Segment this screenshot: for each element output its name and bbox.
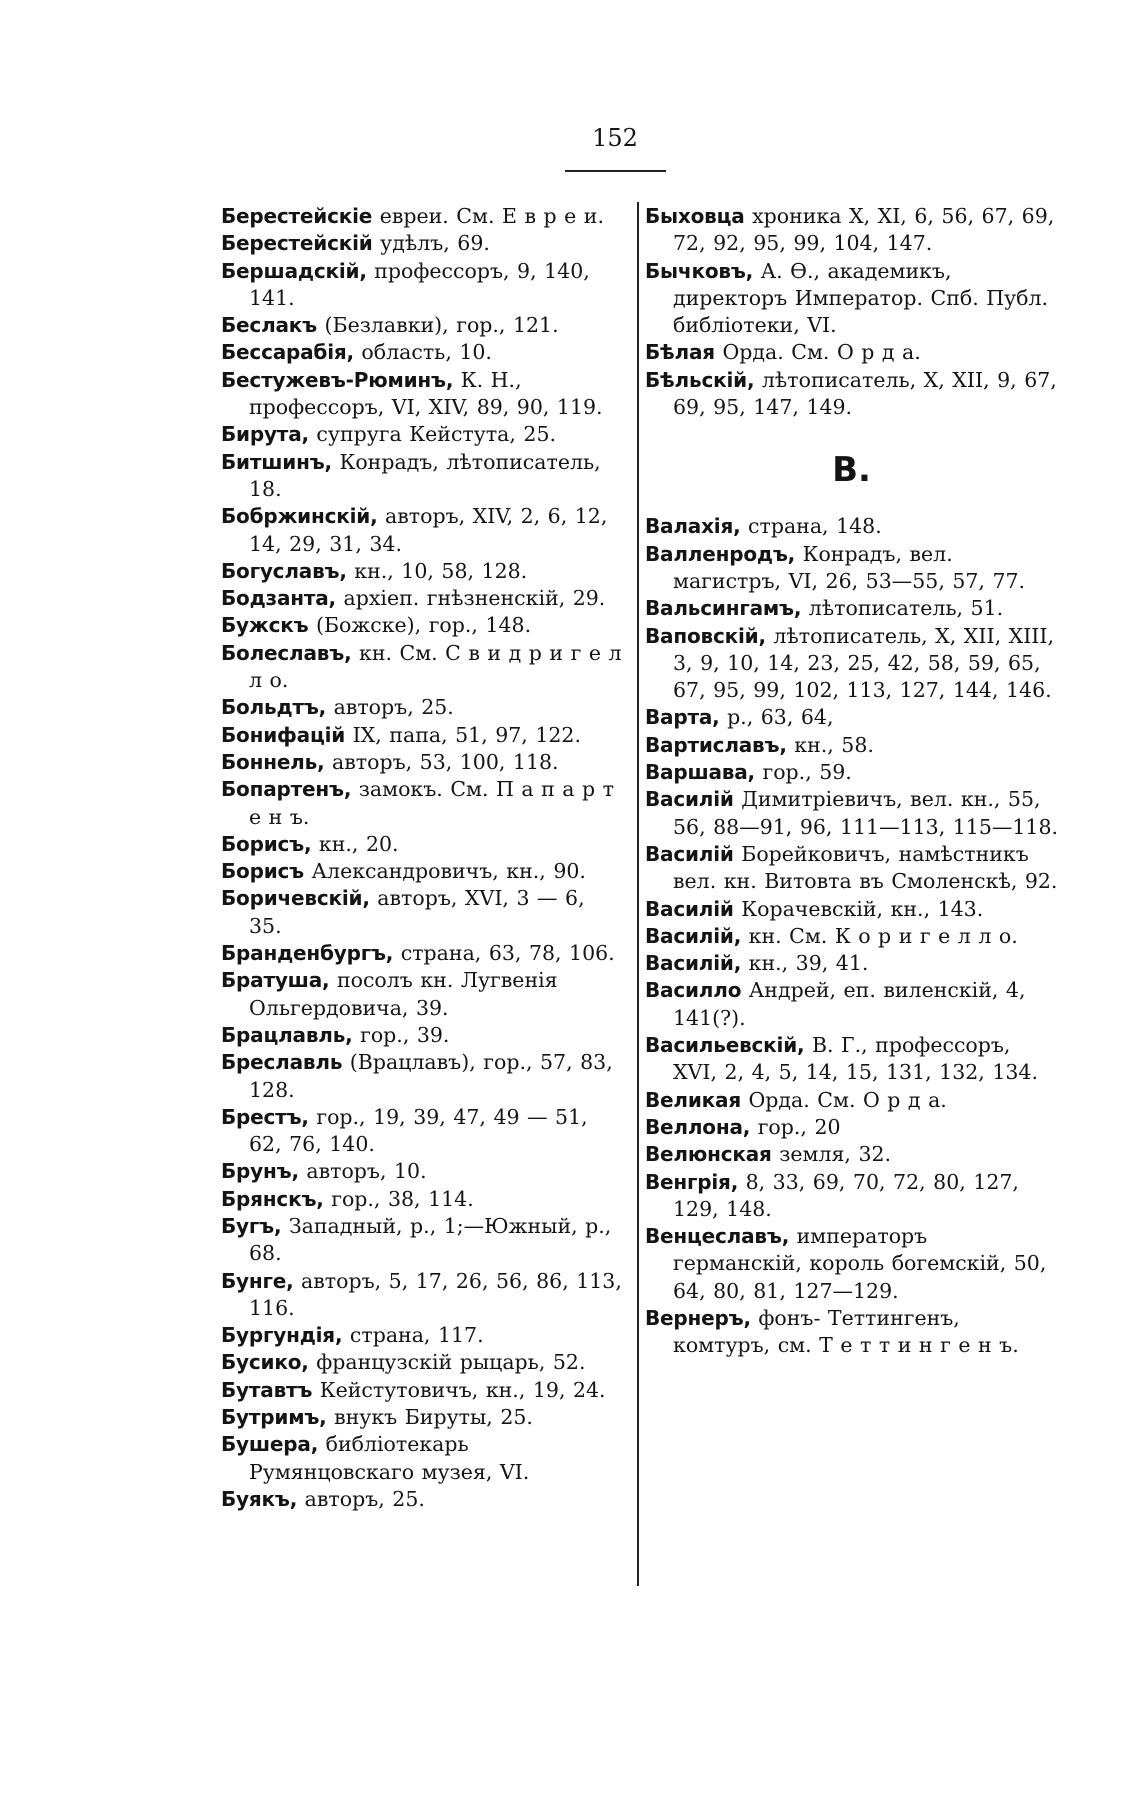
index-entry [645, 1114, 1058, 1141]
entry-references: авторъ, 25. [326, 695, 454, 720]
entry-references: кн., 39, 41. [741, 951, 869, 976]
entry-headword: Бургундія, [221, 1323, 343, 1348]
entry-references: страна, 63, 78, 106. [393, 941, 615, 966]
entry-headword: Василій [645, 787, 734, 812]
entry-headword: Вартиславъ, [645, 732, 787, 757]
index-entry [645, 1169, 1058, 1224]
entry-references: гор., 59. [754, 760, 852, 785]
index-entry [221, 585, 624, 612]
entry-headword: Богуславъ, [221, 558, 347, 583]
entry-references: лѣтописатель, 51. [801, 596, 1004, 621]
index-entry [645, 704, 1058, 731]
entry-headword: Больдтъ, [221, 695, 327, 720]
index-entry [221, 1268, 624, 1323]
entry-headword: Василій, [645, 951, 742, 976]
entry-references: авторъ, 53, 100, 118. [324, 749, 559, 774]
entry-headword: Велюнская [645, 1142, 772, 1167]
page-number: 152 [592, 124, 638, 152]
entry-references: внукъ Бируты, 25. [326, 1405, 533, 1430]
index-entry [221, 722, 624, 749]
entry-headword: Бужскъ [221, 613, 309, 638]
entry-references: Орда. См. О р д а. [740, 1087, 947, 1112]
index-entry [645, 258, 1058, 340]
entry-headword: Быховца [645, 204, 745, 228]
entry-headword: Василло [645, 978, 742, 1003]
index-entry [221, 1322, 624, 1349]
entry-references: авторъ, 5, 17, 26, 56, 86, 113, 116. [249, 1268, 622, 1320]
entry-references: Западный, р., 1;—Южный, р., 68. [249, 1213, 612, 1266]
index-entry [221, 339, 624, 366]
index-entry [645, 732, 1058, 759]
index-entry [645, 513, 1058, 540]
entry-headword: Бопартенъ, [221, 777, 352, 802]
entry-references: лѣтописатель, X, XII, XIII, 3, 9, 10, 14, 23, 25, 42, 58, 59, 65, 67, 95, 99, 102, 113, 127, 144, 146. [673, 623, 1055, 703]
index-entry [221, 940, 624, 967]
index-entry [221, 694, 624, 721]
entry-headword: Брестъ, [221, 1104, 309, 1129]
index-entry [645, 977, 1058, 1032]
entry-references: А. Ѳ., академикъ, директоръ Император. Спб. Публ. библіотеки, VI. [673, 258, 1049, 338]
entry-headword: Буякъ, [221, 1486, 298, 1511]
entry-references: Орда. См. О р д а. [714, 340, 921, 365]
entry-references: гор., 19, 39, 47, 49 — 51, 62, 76, 140. [249, 1104, 588, 1157]
index-entry [221, 1104, 624, 1159]
index-entry [221, 776, 624, 831]
right-column-top [645, 203, 1058, 421]
entry-headword: Брянскъ, [221, 1186, 324, 1211]
index-entry [221, 858, 624, 885]
index-entry [221, 1186, 624, 1213]
entry-headword: Брунъ, [221, 1159, 299, 1184]
section-letter: В. [832, 450, 871, 491]
entry-headword: Валленродъ, [645, 541, 796, 566]
index-entry [645, 759, 1058, 786]
entry-references: авторъ, 25. [297, 1486, 425, 1511]
index-entry [221, 967, 624, 1022]
entry-references: авторъ, 10. [298, 1159, 427, 1184]
entry-references: кн., 10, 58, 128. [346, 558, 528, 583]
entry-headword: Варта, [645, 705, 720, 730]
index-entry [645, 923, 1058, 950]
entry-headword: Берестейскіе [221, 204, 373, 228]
entry-headword: Бѣлая [645, 340, 715, 365]
index-entry [645, 896, 1058, 923]
entry-headword: Брацлавль, [221, 1022, 353, 1047]
entry-headword: Валахія, [645, 514, 741, 539]
index-entry [221, 831, 624, 858]
index-entry [221, 1213, 624, 1268]
entry-references: Корачевскій, кн., 143. [733, 896, 984, 921]
index-entry [221, 312, 624, 339]
index-entry [645, 623, 1058, 705]
entry-headword: Бодзанта, [221, 586, 336, 611]
entry-headword: Бѣльскій, [645, 367, 755, 392]
index-entry [645, 950, 1058, 977]
entry-references: посолъ кн. Лугвенія Ольгердовича, 39. [249, 968, 558, 1020]
index-entry [221, 203, 624, 230]
entry-headword: Берестейскій [221, 231, 373, 256]
entry-headword: Великая [645, 1087, 741, 1112]
entry-headword: Ваповскій, [645, 623, 766, 648]
index-entry [645, 339, 1058, 366]
entry-references: В. Г., профессоръ, XVI, 2, 4, 5, 14, 15, 131, 132, 134. [673, 1033, 1038, 1085]
entry-headword: Битшинъ, [221, 449, 332, 474]
entry-references: Кейстутовичъ, кн., 19, 24. [312, 1377, 606, 1402]
index-entry [221, 1404, 624, 1431]
entry-references: (Безлавки), гор., 121. [317, 313, 559, 338]
entry-references: (Божске), гор., 148. [308, 613, 532, 638]
index-entry [221, 1158, 624, 1185]
index-entry [221, 558, 624, 585]
entry-headword: Бутримъ, [221, 1405, 327, 1430]
entry-references: область, 10. [353, 340, 492, 365]
index-entry [645, 786, 1058, 841]
entry-references: Конрадъ, лѣтописатель, 18. [249, 449, 601, 501]
entry-references: евреи. См. Е в р е и. [372, 204, 604, 228]
entry-references: фонъ- Теттингенъ, комтуръ, см. Т е т т и н г е н ъ. [673, 1305, 1019, 1358]
entry-headword: Бестужевъ-Рюминъ, [221, 367, 454, 392]
entry-references: кн., 20. [311, 831, 399, 856]
left-column [221, 203, 624, 1513]
entry-references: авторъ, XIV, 2, 6, 12, 14, 29, 31, 34. [249, 504, 608, 556]
entry-references: лѣтописатель, X, XII, 9, 67, 69, 95, 147, 149. [673, 367, 1057, 420]
index-entry [645, 595, 1058, 622]
entry-references: французскій рыцарь, 52. [308, 1350, 586, 1375]
entry-headword: Венгрія, [645, 1169, 739, 1194]
entry-references: удѣлъ, 69. [372, 231, 490, 256]
index-entry [221, 1486, 624, 1513]
index-entry [645, 1087, 1058, 1114]
index-entry [645, 203, 1058, 258]
entry-references: Александровичъ, кн., 90. [304, 859, 586, 884]
entry-references: земля, 32. [771, 1142, 892, 1167]
entry-headword: Бугъ, [221, 1213, 282, 1238]
entry-references: библіотекарь Румянцовскаго музея, VI. [249, 1432, 530, 1484]
entry-references: (Врацлавъ), гор., 57, 83, 128. [249, 1050, 613, 1102]
entry-headword: Веллона, [645, 1114, 751, 1139]
index-entry [221, 1049, 624, 1104]
entry-headword: Варшава, [645, 760, 755, 785]
index-entry [221, 1431, 624, 1486]
entry-headword: Боричевскій, [221, 886, 370, 911]
entry-references: Димитріевичъ, вел. кн., 55, 56, 88—91, 96, 111—113, 115—118. [673, 787, 1059, 839]
entry-references: гор., 39. [352, 1022, 450, 1047]
entry-references: страна, 117. [342, 1323, 484, 1348]
entry-references: авторъ, XVI, 3 — 6, 35. [249, 886, 585, 938]
entry-headword: Бершадскій, [221, 258, 367, 283]
entry-headword: Васильевскій, [645, 1033, 805, 1058]
entry-headword: Беслакъ [221, 313, 318, 338]
index-entry [221, 258, 624, 313]
index-entry [645, 1223, 1058, 1305]
index-entry [645, 541, 1058, 596]
right-column-bottom [645, 513, 1058, 1359]
entry-references: хроника X, XI, 6, 56, 67, 69, 72, 92, 95, 99, 104, 147. [673, 204, 1055, 256]
entry-headword: Бранденбургъ, [221, 941, 394, 966]
entry-references: IX, папа, 51, 97, 122. [345, 722, 581, 747]
entry-headword: Бирута, [221, 422, 309, 447]
entry-references: К. Н., профессоръ, VI, XIV, 89, 90, 119. [249, 367, 603, 420]
entry-headword: Василій, [645, 923, 742, 948]
entry-references: р., 63, 64, [719, 705, 834, 730]
entry-references: страна, 148. [740, 514, 882, 539]
entry-headword: Василій [645, 841, 734, 866]
index-entry [221, 367, 624, 422]
entry-headword: Борисъ, [221, 831, 312, 856]
index-entry [221, 503, 624, 558]
entry-references: Андрей, еп. виленскій, 4, 141(?). [673, 978, 1026, 1030]
index-entry [221, 640, 624, 695]
entry-references: кн., 58. [786, 732, 874, 757]
index-entry [221, 230, 624, 257]
index-entry [645, 1141, 1058, 1168]
entry-headword: Бусико, [221, 1350, 309, 1375]
index-entry [221, 449, 624, 504]
entry-references: Борейковичъ, намѣстникъ вел. кн. Витовта въ Смоленскѣ, 92. [673, 841, 1058, 894]
index-entry [221, 885, 624, 940]
entry-headword: Вальсингамъ, [645, 596, 802, 621]
index-entry [221, 1022, 624, 1049]
entry-headword: Болеславъ, [221, 640, 352, 665]
entry-references: кн. См. С в и д р и г е л л о. [249, 640, 622, 693]
entry-headword: Бычковъ, [645, 258, 754, 283]
index-entry [645, 841, 1058, 896]
entry-headword: Бреславль [221, 1050, 343, 1075]
index-entry [221, 1377, 624, 1404]
entry-references: императоръ германскій, король богемскій, 50, 64, 80, 81, 127—129. [673, 1224, 1047, 1303]
index-entry [645, 1305, 1058, 1360]
index-entry [645, 367, 1058, 422]
entry-headword: Бессарабія, [221, 340, 354, 365]
entry-headword: Василій [645, 896, 734, 921]
entry-headword: Бобржинскій, [221, 504, 378, 529]
entry-headword: Бунге, [221, 1268, 294, 1293]
header-rule [565, 170, 666, 172]
entry-headword: Бушера, [221, 1432, 319, 1457]
index-entry [221, 612, 624, 639]
entry-references: Конрадъ, вел. магистръ, VI, 26, 53—55, 57, 77. [673, 541, 1026, 593]
column-divider [637, 202, 639, 1586]
entry-references: гор., 20 [750, 1114, 841, 1139]
index-entry [221, 749, 624, 776]
entry-headword: Боннель, [221, 749, 325, 774]
entry-references: гор., 38, 114. [323, 1186, 474, 1211]
entry-headword: Братуша, [221, 968, 330, 993]
index-entry [645, 1032, 1058, 1087]
entry-references: 8, 33, 69, 70, 72, 80, 127, 129, 148. [673, 1169, 1019, 1221]
entry-headword: Вернеръ, [645, 1305, 751, 1330]
entry-headword: Бутавтъ [221, 1377, 313, 1402]
entry-references: кн. См. К о р и г е л л о. [741, 923, 1018, 948]
entry-references: супруга Кейстута, 25. [308, 422, 557, 447]
right-column [645, 203, 1058, 1360]
entry-headword: Борисъ [221, 859, 304, 884]
index-entry [221, 1349, 624, 1376]
index-entry [221, 421, 624, 448]
entry-headword: Венцеславъ, [645, 1224, 790, 1249]
entry-references: замокъ. См. П а п а р т е н ъ. [249, 777, 615, 829]
entry-references: архіеп. гнѣзненскій, 29. [335, 586, 606, 611]
entry-references: профессоръ, 9, 140, 141. [249, 258, 590, 310]
entry-headword: Бонифацій [221, 722, 346, 747]
